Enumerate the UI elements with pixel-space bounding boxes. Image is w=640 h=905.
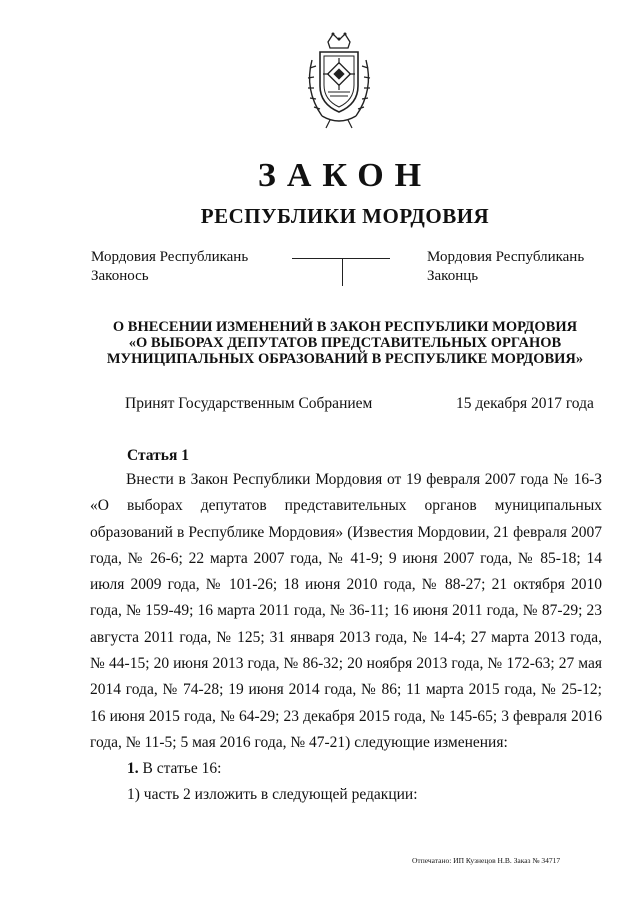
law-title-line2: «О ВЫБОРАХ ДЕПУТАТОВ ПРЕДСТАВИТЕЛЬНЫХ ОРГАНОВ — [128, 335, 562, 351]
moksha-title-block — [427, 248, 584, 286]
mordovia-coat-of-arms-icon — [300, 28, 378, 132]
article-item-1 — [127, 759, 221, 779]
document-subtitle: РЕСПУБЛИКИ МОРДОВИЯ — [200, 204, 490, 228]
header-divider-stem — [342, 258, 343, 286]
erzya-title-block — [91, 248, 248, 286]
erzya-title-line2: Законось — [91, 268, 149, 284]
law-title — [80, 319, 610, 367]
article-heading: Статья 1 — [127, 447, 189, 464]
adopted-by: Принят Государственным Собранием — [125, 395, 373, 412]
article-subitem-1: 1) часть 2 изложить в следующей редакции: — [127, 786, 418, 803]
adoption-date: 15 декабря 2017 года — [456, 395, 594, 412]
document-title: ЗАКОН — [257, 157, 433, 194]
item-text: В статье 16: — [138, 760, 222, 777]
item-number: 1. — [127, 760, 139, 777]
moksha-title-line1: Мордовия Республикань — [427, 249, 585, 265]
header-divider — [292, 258, 390, 259]
law-title-line3: МУНИЦИПАЛЬНЫХ ОБРАЗОВАНИЙ В РЕСПУБЛИКЕ МОРДОВИЯ» — [106, 351, 584, 367]
article-body: Внести в Закон Республики Мордовия от 19 февраля 2007 года № 16-З «О выборах депутатов представительных органов муниципальных образований в Республике Мордовия» (Известия Мордовии, 21 февраля 2007 года, № 26-6; 22 марта 2007 года, № 41-9; 9 июня 2007 года, № 85-18; 14 июля 2009 года, № 101-26; 18 июня 2010 года, № 88-27; 21 октября 2010 года, № 159-49; 16 марта 2011 года, № 36-11; 16 июня 2011 года, № 87-29; 23 августа 2011 года, № 125; 31 января 2013 года, № 14-4; 27 марта 2013 года, № 44-15; 20 июня 2013 года, № 86-32; 20 ноября 2013 года, № 172-63; 27 мая 2014 года, № 74-28; 19 июня 2014 года, № 86; 11 марта 2015 года, № 25-12; 16 июня 2015 года, № 64-29; 23 декабря 2015 года, № 145-65; 3 февраля 2016 года, № 11-5; 5 мая 2016 года, № 47-21) следующие изменения: — [90, 471, 602, 751]
moksha-title-line2: Законць — [427, 268, 479, 284]
printer-imprint: Отпечатано: ИП Кузнецов Н.В. Заказ № 34717 — [412, 856, 561, 865]
law-title-line1: О ВНЕСЕНИИ ИЗМЕНЕНИЙ В ЗАКОН РЕСПУБЛИКИ МОРДОВИЯ — [112, 319, 578, 335]
erzya-title-line1: Мордовия Республикань — [91, 249, 249, 265]
